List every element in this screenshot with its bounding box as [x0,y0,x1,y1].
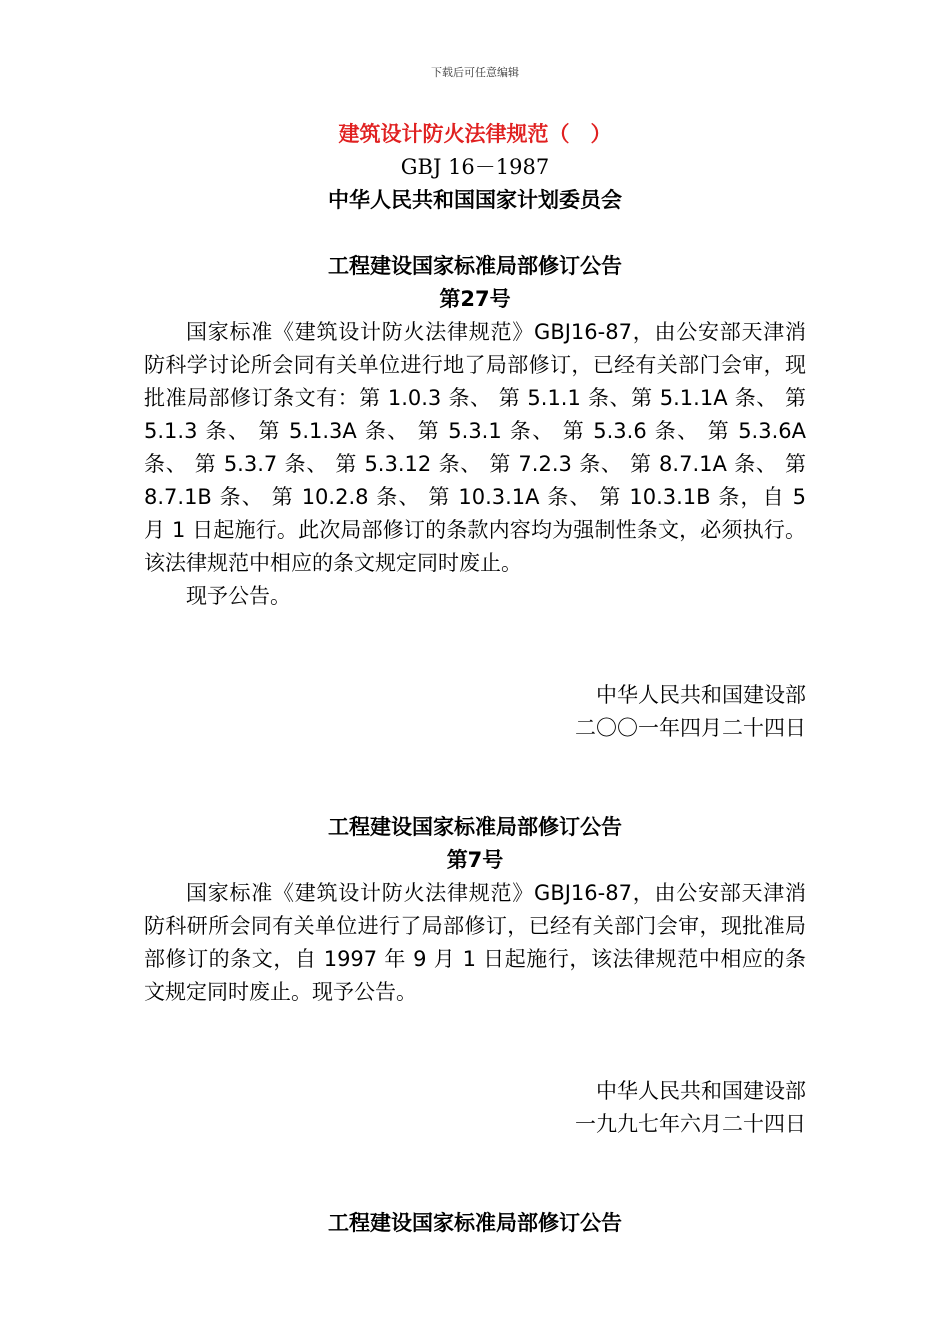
notice-7 [144,811,806,1141]
document-code: GBJ 16－1987 [400,155,550,179]
notice-27 [144,250,806,745]
notice-body: 国家标准《建筑设计防火法律规范》GBJ16-87，由公安部天津消防科学讨论所会同有关单位进行地了局部修订，已经有关部门会审，现批准局部修订条文有：第 1.0.3 条、 第 5.1.1 条、第 5.1.1A 条、 第 5.1.3 条、 第 5.1.3A 条、 第 5.3.1 条、 第 5.3.6 条、 第 5.3.6A 条、 第 5.3.7 条、 第 5.3.12 条、 第 7.2.3 条、 第 8.7.1A 条、 第 8.7.1B 条、 第 10.2.8 条、 第 10.3.1A 条、 第 10.3.1B 条，自 5 月 1 日起施行。此次局部修订的条款内容均为强制性条文，必须执行。该法律规范中相应的条文规定同时废止。 [144,320,806,575]
notice-number: 第7号 [446,848,504,872]
notice-signature-org: 中华人民共和国建设部 [596,1079,806,1103]
notice-next [144,1207,806,1240]
notice-heading: 工程建设国家标准局部修订公告 [328,1211,622,1235]
notice-closing: 现予公告。 [186,584,291,608]
notice-signature-date: 二〇〇一年四月二十四日 [575,716,806,740]
document-issuer: 中华人民共和国国家计划委员会 [328,188,622,212]
document-title: 建筑设计防火法律规范（ ） [338,122,612,146]
notice-signature-org: 中华人民共和国建设部 [596,683,806,707]
notice-heading: 工程建设国家标准局部修订公告 [328,254,622,278]
notice-body: 国家标准《建筑设计防火法律规范》GBJ16-87，由公安部天津消防科研所会同有关单位进行了局部修订，已经有关部门会审，现批准局部修订的条文，自 1997 年 9 月 1 日起施行，该法律规范中相应的条文规定同时废止。现予公告。 [144,881,806,1004]
notice-number: 第27号 [439,287,511,311]
notice-signature-date: 一九九七年六月二十四日 [575,1112,806,1136]
notice-heading: 工程建设国家标准局部修订公告 [328,815,622,839]
document-body [144,118,806,1240]
header-note: 下载后可任意编辑 [431,66,519,79]
